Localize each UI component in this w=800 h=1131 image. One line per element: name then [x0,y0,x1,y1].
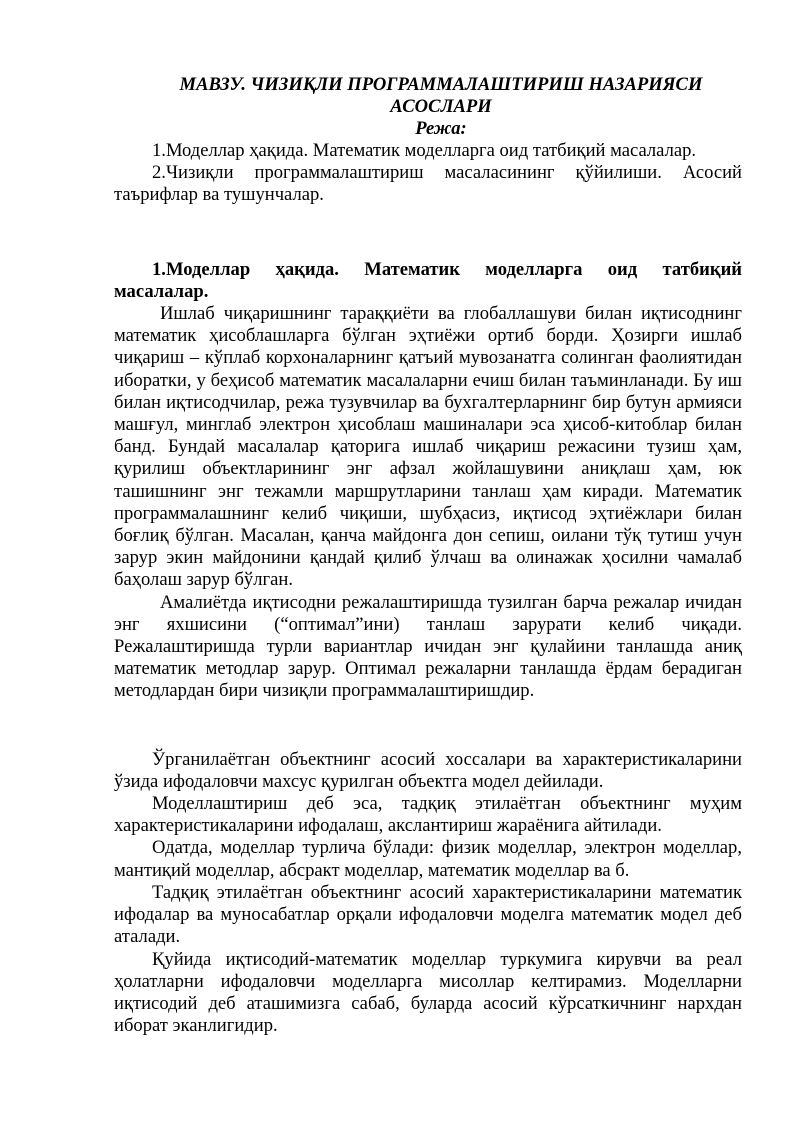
document-title [140,74,742,118]
body-paragraph: Моделлаштириш деб эса, тадқиқ этилаётган объектнинг муҳим характеристикаларини ифодалаш, акслантириш жараёнига айтилади. [114,793,742,837]
section-heading-line-1: 1.Моделлар ҳақида. Математик моделларга оид татбиқий [152,258,742,280]
plan-item: 2.Чизиқли программалаштириш масаласининг қўйилиши. Асосий таърифлар ва тушунчалар. [114,162,742,206]
body-paragraph: Қуйида иқтисодий-математик моделлар туркумига кирувчи ва реал ҳолатларни ифодаловчи моделларга мисоллар келтирамиз. Моделларни иқтисодий деб аташимизга сабаб, буларда асосий кўрсаткичнинг нархдан иборат эканлигидир. [114,948,742,1037]
title-line-2: АСОСЛАРИ [390,96,492,117]
title-line-1: МАВЗУ. ЧИЗИҚЛИ ПРОГРАММАЛАШТИРИШ НАЗАРИЯСИ [179,74,703,95]
body-paragraph: Тадқиқ этилаётган объектнинг асосий характеристикаларини математик ифодалар ва муносабатлар орқали ифодаловчи моделга математик модел деб аталади. [114,881,742,948]
body-paragraph: Одатда, моделлар турлича бўлади: физик моделлар, электрон моделлар, мантиқий моделлар, абсракт моделлар, математик моделлар ва б. [114,837,742,881]
document-page [114,74,742,1037]
plan-label: Режа: [415,118,467,139]
plan-item: 1.Моделлар ҳақида. Математик моделларга оид татбиқий масалалар. [152,140,697,161]
body-paragraph: Амалиётда иқтисодни режалаштиришда тузилган барча режалар ичидан энг яхшисини (“оптимал”ини) танлаш зарурати келиб чиқади. Режалаштиришда турли вариантлар ичидан энг қулайини танлашда аниқ математик методлар зарур. Оптимал режаларни танлашда ёрдам берадиган методлардан бири чизиқли программалаштиришдир. [114,591,742,702]
section-heading-line-2: масалалар. [114,280,209,302]
body-paragraph: Ишлаб чиқаришнинг тараққиёти ва глобаллашуви билан иқтисоднинг математик ҳисоблашларга бўлган эҳтиёжи ортиб борди. Ҳозирги ишлаб чиқариш – кўплаб корхоналарнинг қатъий мувозанатга солинган фаолиятидан иборатки, у беҳисоб математик масалаларни ечиш билан таъминланади. Бу иш билан иқтисодчилар, режа тузувчилар ва бухгалтерларнинг бир бутун армияси машғул, минглаб электрон ҳисоблаш машиналари эса ҳисоб-китоблар билан банд. Бундай масалалар қаторига ишлаб чиқариш режасини тузиш ҳам, қурилиш объектларининг энг афзал жойлашувини аниқлаш ҳам, юк ташишнинг энг тежамли маршрутларини танлаш ҳам киради. Математик программалашнинг келиб чиқиши, шубҳасиз, иқтисод эҳтиёжлари билан боғлиқ бўлган. Масалан, қанча майдонга дон сепиш, оилани тўқ тутиш учун зарур экин майдонини қандай қилиб ўлчаш ва олинажак ҳосилни чамалаб баҳолаш зарур бўлган. [114,303,742,591]
body-paragraph: Ўрганилаётган объектнинг асосий хоссалари ва характеристикаларини ўзида ифодаловчи махсус қурилган объектга модел дейилади. [114,748,742,792]
section-heading [114,259,742,303]
